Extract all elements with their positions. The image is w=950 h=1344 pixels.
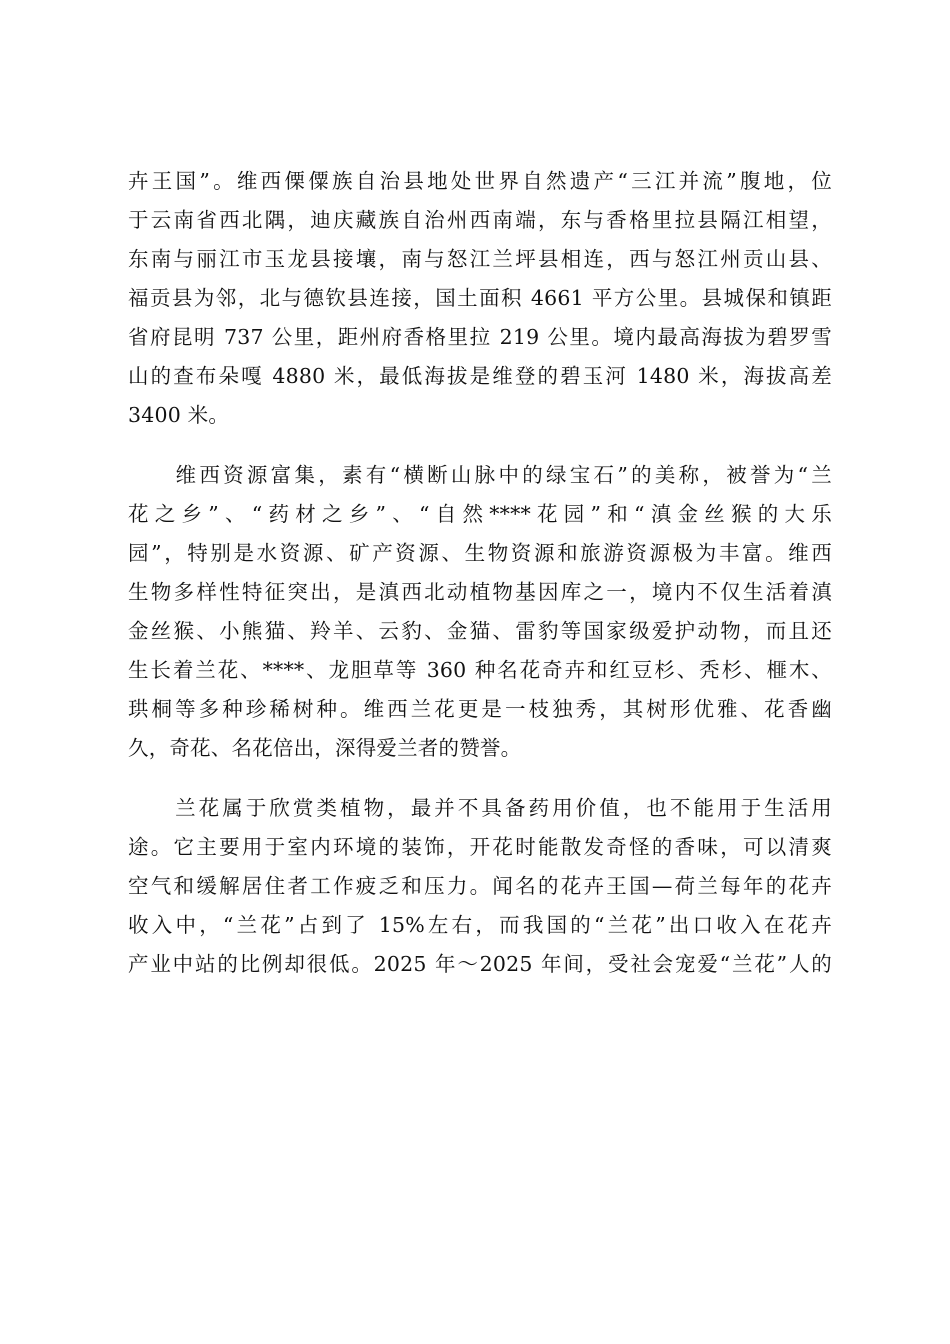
text-line: 生物多样性特征突出，是滇西北动植物基因库之一，境内不仅生活着滇 <box>128 580 832 604</box>
text-line: 园”，特别是水资源、矿产资源、生物资源和旅游资源极为丰富。维西 <box>128 541 832 565</box>
text-line: 兰花属于欣赏类植物，最并不具备药用价值，也不能用于生活用 <box>128 796 832 820</box>
text-line: 维西资源富集，素有“横断山脉中的绿宝石”的美称，被誉为“兰 <box>128 463 832 487</box>
text-line: 卉王国”。维西傈僳族自治县地处世界自然遗产“三江并流”腹地，位 <box>128 169 832 193</box>
paragraph-orchid-market <box>128 789 832 984</box>
paragraph-spacer <box>128 768 832 789</box>
text-line: 福贡县为邻，北与德钦县连接，国土面积 4661 平方公里。县城保和镇距 <box>128 286 832 310</box>
text-line: 产业中站的比例却很低。2025 年～2025 年间，受社会宠爱“兰花”人的 <box>128 952 832 976</box>
text-line: 生长着兰花、****、龙胆草等 360 种名花奇卉和红豆杉、秃杉、榧木、 <box>128 658 832 682</box>
text-line: 空气和缓解居住者工作疲乏和压力。闻名的花卉王国—荷兰每年的花卉 <box>128 874 832 898</box>
text-line: 东南与丽江市玉龙县接壤，南与怒江兰坪县相连，西与怒江州贡山县、 <box>128 247 832 271</box>
text-line: 3400 米。 <box>128 403 230 427</box>
text-line: 花之乡”、“药材之乡”、“自然****花园”和“滇金丝猴的大乐 <box>128 502 832 526</box>
paragraph-geography <box>128 162 832 435</box>
text-line: 收入中，“兰花”占到了 15%左右，而我国的“兰花”出口收入在花卉 <box>128 913 832 937</box>
text-line: 久，奇花、名花倍出，深得爱兰者的赞誉。 <box>128 736 522 760</box>
text-line: 于云南省西北隅，迪庆藏族自治州西南端，东与香格里拉县隔江相望， <box>128 208 832 232</box>
body-text <box>128 162 832 984</box>
paragraph-spacer <box>128 435 832 456</box>
paragraph-resources <box>128 456 832 768</box>
text-line: 金丝猴、小熊猫、羚羊、云豹、金猫、雷豹等国家级爱护动物，而且还 <box>128 619 832 643</box>
text-line: 珙桐等多种珍稀树种。维西兰花更是一枝独秀，其树形优雅、花香幽 <box>128 697 832 721</box>
text-line: 途。它主要用于室内环境的装饰，开花时能散发奇怪的香味，可以清爽 <box>128 835 832 859</box>
text-line: 省府昆明 737 公里，距州府香格里拉 219 公里。境内最高海拔为碧罗雪 <box>128 325 832 349</box>
text-line: 山的查布朵嘎 4880 米，最低海拔是维登的碧玉河 1480 米，海拔高差 <box>128 364 832 388</box>
